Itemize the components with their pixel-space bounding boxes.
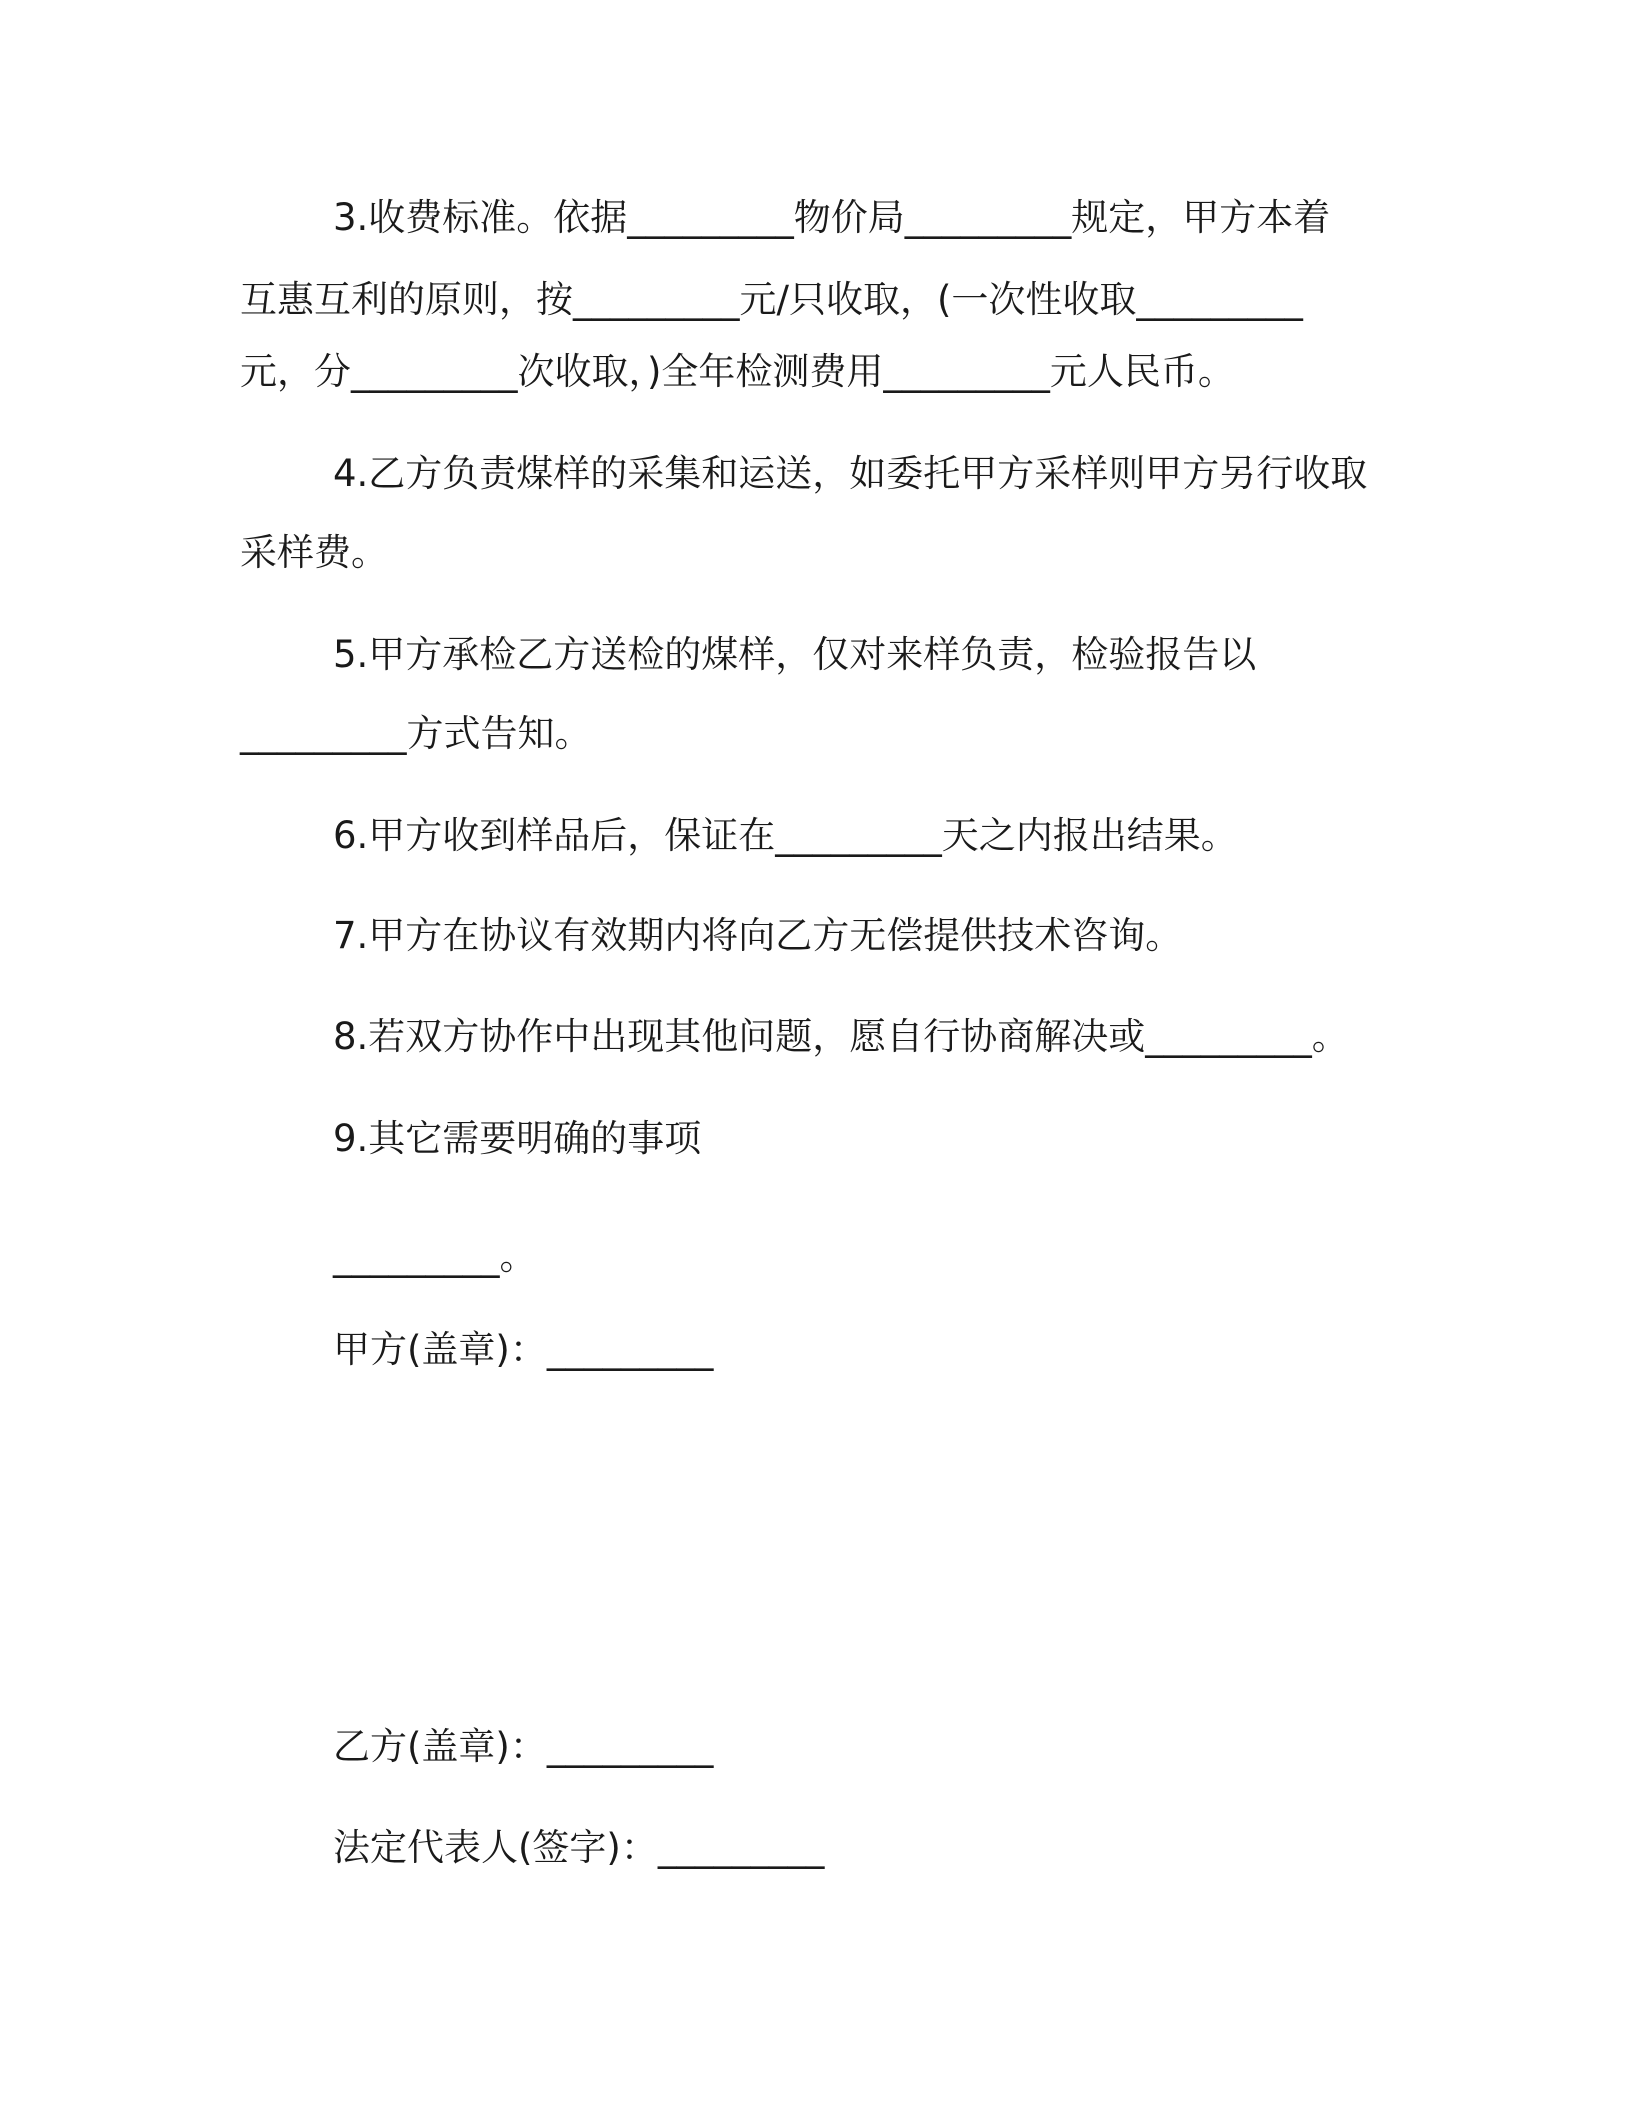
clause-3-line-2: 互惠互利的原则，按_________元/只收取，(一次性收取_________ xyxy=(240,278,1303,321)
clause-3-line-1: 3.收费标准。依据_________物价局_________规定，甲方本着 xyxy=(333,196,1331,239)
clause-3-line-3: 元，分_________次收取，)全年检测费用_________元人民币。 xyxy=(240,350,1235,393)
clause-4-line-2: 采样费。 xyxy=(240,531,388,574)
party-b-signature: 乙方(盖章)：_________ xyxy=(333,1725,714,1768)
clause-4-line-1: 4.乙方负责煤样的采集和运送，如委托甲方采样则甲方另行收取 xyxy=(333,452,1368,495)
clause-9-line-2: _________。 xyxy=(333,1235,537,1278)
clause-5-line-2: _________方式告知。 xyxy=(240,712,592,755)
clause-6: 6.甲方收到样品后，保证在_________天之内报出结果。 xyxy=(333,814,1238,857)
clause-7: 7.甲方在协议有效期内将向乙方无偿提供技术咨询。 xyxy=(333,914,1183,957)
legal-rep-signature: 法定代表人(签字)：_________ xyxy=(333,1826,825,1869)
clause-5-line-1: 5.甲方承检乙方送检的煤样，仅对来样负责，检验报告以 xyxy=(333,633,1257,676)
clause-8: 8.若双方协作中出现其他问题，愿自行协商解决或_________。 xyxy=(333,1015,1349,1058)
party-a-signature: 甲方(盖章)：_________ xyxy=(333,1328,714,1371)
clause-9-line-1: 9.其它需要明确的事项 xyxy=(333,1117,702,1160)
